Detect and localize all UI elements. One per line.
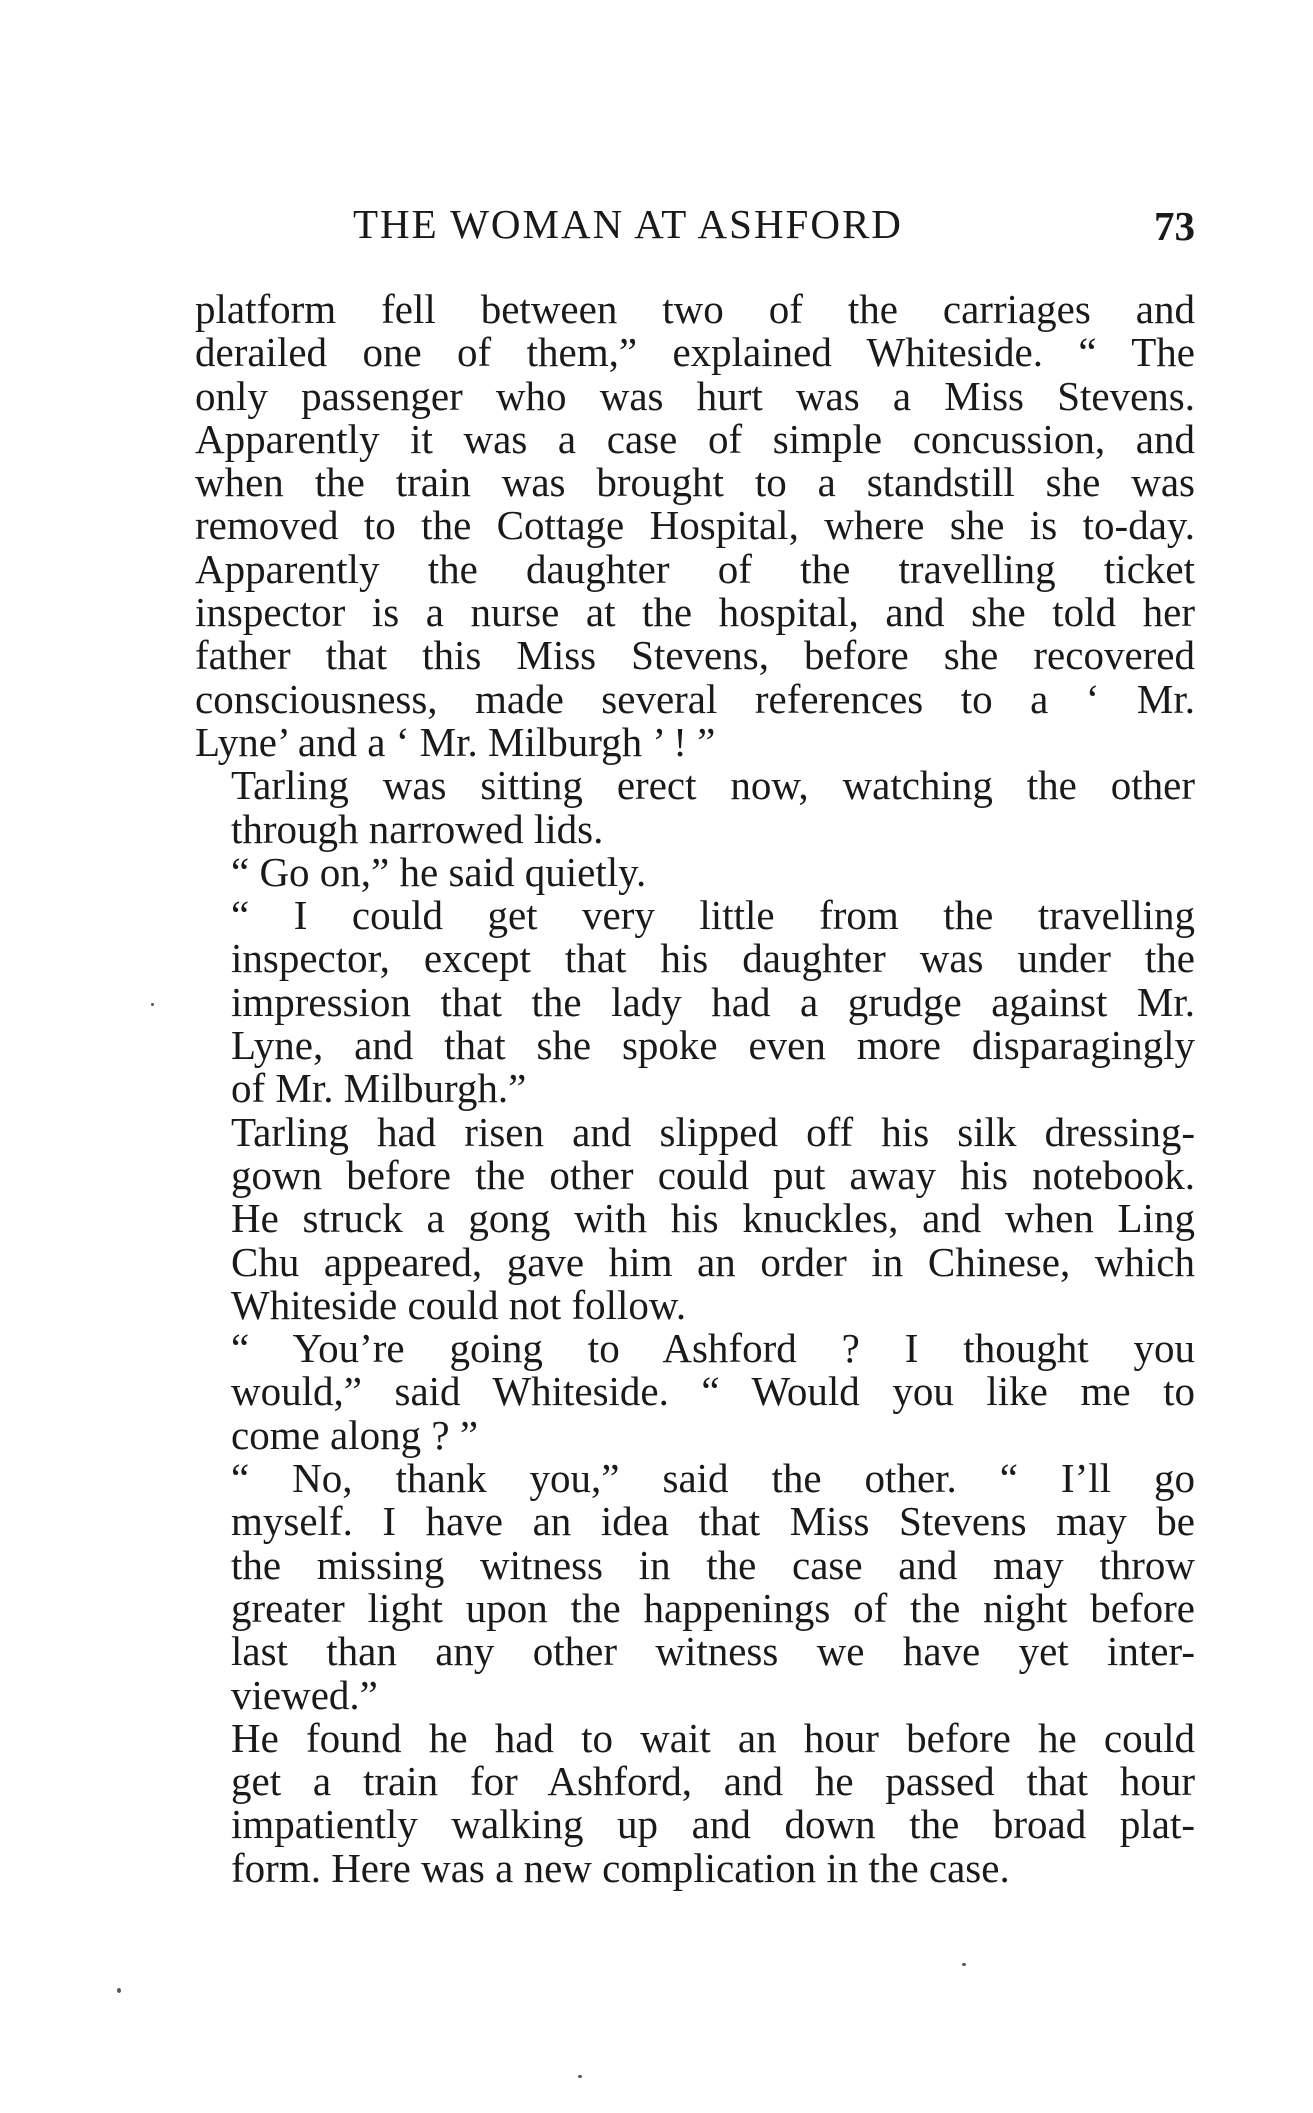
page-number: 73 — [1154, 203, 1195, 249]
text-line: through narrowed lids. — [231, 805, 604, 852]
paragraph — [195, 1714, 1195, 1891]
text-line: father that this Miss Stevens, before she recovered — [195, 632, 1195, 679]
text-line: removed to the Cottage Hospital, where she is to-day. — [195, 502, 1195, 549]
text-line: Apparently the daughter of the travelling ticket — [195, 545, 1195, 592]
text-line: form. Here was a new complication in the case. — [231, 1844, 1010, 1891]
text-line: Whiteside could not follow. — [231, 1281, 687, 1328]
paragraph — [195, 288, 1195, 764]
scan-speck — [962, 1963, 966, 1966]
text-line: derailed one of them,” explained Whiteside. “ The — [195, 329, 1195, 376]
text-line: would,” said Whiteside. “ Would you like me to — [231, 1368, 1195, 1415]
paragraph — [195, 848, 1195, 895]
text-line: come along ? ” — [231, 1411, 479, 1458]
text-line: He struck a gong with his knuckles, and when Ling — [231, 1195, 1195, 1242]
text-line: platform fell between two of the carriages and — [195, 286, 1195, 332]
text-line: inspector is a nurse at the hospital, and she told her — [195, 589, 1195, 636]
text-line: greater light upon the happenings of the night before — [231, 1584, 1195, 1631]
text-line: impatiently walking up and down the broad plat- — [231, 1801, 1195, 1848]
text-line: get a train for Ashford, and he passed that hour — [231, 1758, 1195, 1805]
text-line: “ I could get very little from the travelling — [231, 892, 1195, 939]
paragraph — [195, 894, 1195, 1110]
scan-speck — [578, 2075, 582, 2078]
text-line: “ Go on,” he said quietly. — [231, 848, 647, 895]
text-line: the missing witness in the case and may throw — [231, 1541, 1195, 1588]
paragraph — [195, 764, 1195, 851]
paragraph — [195, 1457, 1195, 1717]
text-line: of Mr. Milburgh.” — [231, 1065, 527, 1112]
text-line: viewed.” — [231, 1671, 378, 1718]
text-line: myself. I have an idea that Miss Stevens may be — [231, 1498, 1195, 1545]
scan-speck — [117, 1988, 121, 1993]
text-line: inspector, except that his daughter was under the — [231, 935, 1195, 982]
text-line: gown before the other could put away his notebook. — [231, 1151, 1195, 1198]
text-line: last than any other witness we have yet inter- — [231, 1628, 1195, 1675]
text-line: Lyne’ and a ‘ Mr. Milburgh ’ ! ” — [195, 718, 716, 765]
body-text — [195, 288, 1195, 1890]
paragraph — [195, 1108, 1195, 1328]
text-line: Lyne, and that she spoke even more disparagingly — [231, 1022, 1195, 1069]
text-line: Chu appeared, gave him an order in Chinese, which — [231, 1238, 1195, 1285]
text-line: Tarling had risen and slipped off his silk dressing- — [231, 1108, 1195, 1155]
text-line: Tarling was sitting erect now, watching the other — [231, 762, 1195, 809]
paragraph — [195, 1327, 1195, 1457]
text-line: Apparently it was a case of simple concussion, and — [195, 415, 1195, 462]
running-head — [195, 200, 1195, 260]
running-title: THE WOMAN AT ASHFORD — [353, 201, 903, 247]
text-line: He found he had to wait an hour before he could — [231, 1714, 1195, 1761]
text-line: only passenger who was hurt was a Miss Stevens. — [195, 372, 1195, 419]
text-line: impression that the lady had a grudge against Mr. — [231, 978, 1195, 1025]
text-line: “ You’re going to Ashford ? I thought you — [231, 1325, 1195, 1372]
text-line: when the train was brought to a standstill she was — [195, 459, 1195, 506]
text-line: “ No, thank you,” said the other. “ I’ll go — [231, 1455, 1195, 1502]
scan-speck — [151, 1003, 154, 1006]
text-line: consciousness, made several references to a ‘ Mr. — [195, 675, 1195, 722]
